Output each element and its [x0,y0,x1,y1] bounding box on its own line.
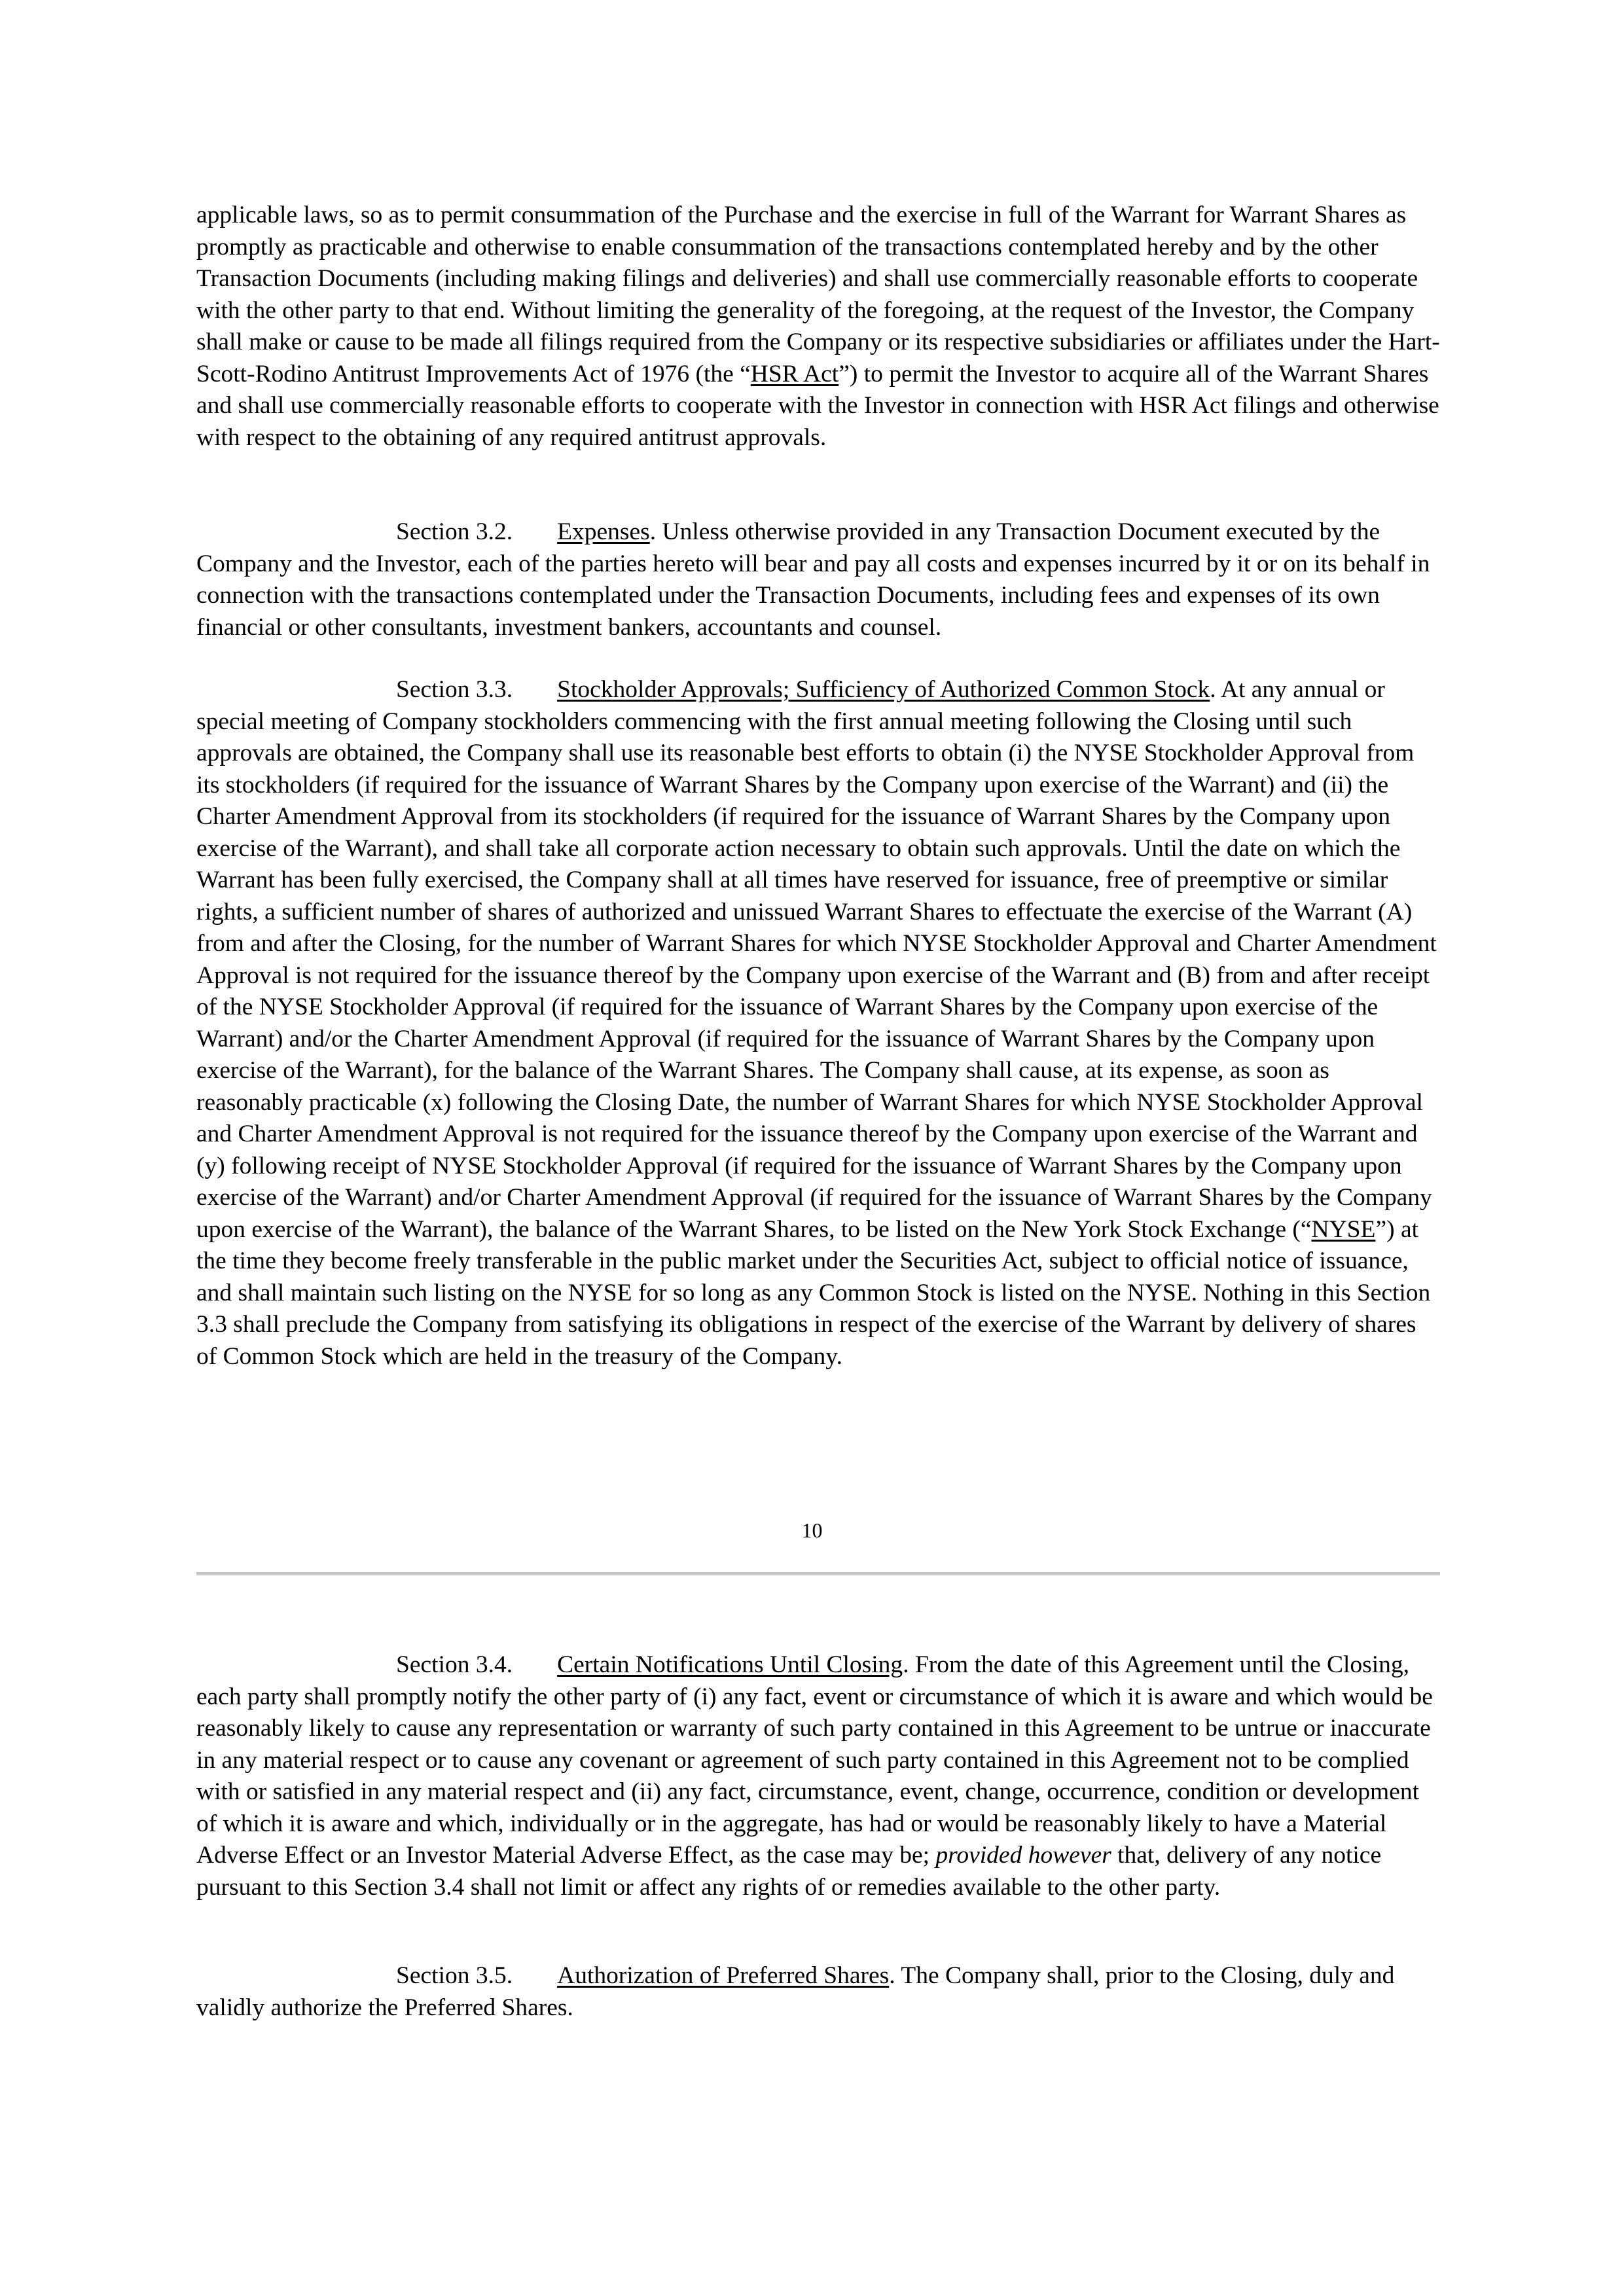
section-number: Section 3.4. [396,1651,513,1678]
section-heading: Authorization of Preferred Shares [557,1962,890,1989]
section-3-5 [196,1960,1440,2024]
section-body: . From the date of this Agreement until the Closing, each party shall promptly notify the other party of (i) any fact, event or circumstance of which it is aware and which would be reasonably likely to cause any representation or warranty of such party contained in this Agreement to be untrue or inaccurate in any material respect or to cause any covenant or agreement of such party contained in this Agreement not to be complied with or satisfied in any material respect and (ii) any fact, circumstance, event, change, occurrence, condition or development of which it is aware and which, individually or in the aggregate, has had or would be reasonably likely to have a Material Adverse Effect or an Investor Material Adverse Effect, as the case may be; [196,1651,1433,1869]
defined-term-nyse: NYSE [1311,1215,1376,1243]
section-heading: Certain Notifications Until Closing [557,1651,903,1678]
section-3-2 [196,516,1440,643]
section-number: Section 3.2. [396,518,513,545]
defined-term-hsr-act: HSR Act [750,360,839,387]
section-body: . Unless otherwise provided in any Transaction Document executed by the Company and the Investor, each of the parties hereto will bear and pay all costs and expenses incurred by it or on its behalf in connection with the transactions contemplated under the Transaction Documents, including fees and expenses of its own financial or other consultants, investment bankers, accountants and counsel. [196,518,1430,641]
section-heading: Stockholder Approvals; Sufficiency of Authorized Common Stock [557,676,1210,703]
continuation-paragraph: applicable laws, so as to permit consummation of the Purchase and the exercise in full of the Warrant for Warrant Shares as promptly as practicable and otherwise to enable consummation of the transactions contemplated hereby and by the other Transaction Documents (including making filings and deliveries) and shall use commercially reasonable efforts to cooperate with the other party to that end. Without limiting the generality of the foregoing, at the request of the Investor, the Company shall make or cause to be made all filings required from the Company or its respective subsidiaries or affiliates under the Hart-Scott-Rodino Antitrust Improvements Act of 1976 (the “HSR Act”) to permit the Investor to acquire all of the Warrant Shares and shall use commercially reasonable efforts to cooperate with the Investor in connection with HSR Act filings and otherwise with respect to the obtaining of any required antitrust approvals. [196,202,1440,451]
section-body: . The Company shall, prior to the Closing, duly and validly authorize the Preferred Shares. [196,1962,1395,2021]
section-number: Section 3.5. [396,1962,513,1989]
section-3-4: Section 3.4. Certain Notifications Until Closing. From the date of this Agreement until the Closing, each party shall promptly notify the other party of (i) any fact, event or circumstance of which it is aware and which would be reasonably likely to cause any representation or warranty of such party contained in this Agreement to be untrue or inaccurate in any material respect or to cause any covenant or agreement of such party contained in this Agreement not to be complied with or satisfied in any material respect and (ii) any fact, circumstance, event, change, occurrence, condition or development of which it is aware and which, individually or in the aggregate, has had or would be reasonably likely to have a Material Adverse Effect or an Investor Material Adverse Effect, as the case may be; provided however that, delivery of any notice pursuant to this Section 3.4 shall not limit or affect any rights of or remedies available to the other party. [196,1651,1433,1901]
page-one-body [196,200,1440,454]
page-number: 10 [801,1518,823,1542]
section-3-3: Section 3.3. Stockholder Approvals; Sufficiency of Authorized Common Stock. At any annual or special meeting of Company stockholders commencing with the first annual meeting following the Closing until such approvals are obtained, the Company shall use its reasonable best efforts to obtain (i) the NYSE Stockholder Approval from its stockholders (if required for the issuance of Warrant Shares by the Company upon exercise of the Warrant) and (ii) the Charter Amendment Approval from its stockholders (if required for the issuance of Warrant Shares by the Company upon exercise of the Warrant), and shall take all corporate action necessary to obtain such approvals. Until the date on which the Warrant has been fully exercised, the Company shall at all times have reserved for issuance, free of preemptive or similar rights, a sufficient number of shares of authorized and unissued Warrant Shares to effectuate the exercise of the Warrant (A) from and after the Closing, for the number of Warrant Shares for which NYSE Stockholder Approval and Charter Amendment Approval is not required for the issuance thereof by the Company upon exercise of the Warrant and (B) from and after receipt of the NYSE Stockholder Approval (if required for the issuance of Warrant Shares by the Company upon exercise of the Warrant) and/or the Charter Amendment Approval (if required for the issuance of Warrant Shares by the Company upon exercise of the Warrant), for the balance of the Warrant Shares. The Company shall cause, at its expense, as soon as reasonably practicable (x) following the Closing Date, the number of Warrant Shares for which NYSE Stockholder Approval and Charter Amendment Approval is not required for the issuance thereof by the Company upon exercise of the Warrant and (y) following receipt of NYSE Stockholder Approval (if required for the issuance of Warrant Shares by the Company upon exercise of the Warrant) and/or Charter Amendment Approval (if required for the issuance of Warrant Shares by the Company upon exercise of the Warrant), the balance of the Warrant Shares, to be listed on the New York Stock Exchange (“NYSE”) at the time they become freely transferable in the public market under the Securities Act, subject to official notice of issuance, and shall maintain such listing on the NYSE for so long as any Common Stock is listed on the NYSE. Nothing in this Section 3.3 shall preclude the Company from satisfying its obligations in respect of the exercise of the Warrant by delivery of shares of Common Stock which are held in the treasury of the Company. [196,676,1437,1370]
section-body: . At any annual or special meeting of Company stockholders commencing with the first annual meeting following the Closing until such approvals are obtained, the Company shall use its reasonable best efforts to obtain (i) the NYSE Stockholder Approval from its stockholders (if required for the issuance of Warrant Shares by the Company upon exercise of the Warrant) and (ii) the Charter Amendment Approval from its stockholders (if required for the issuance of Warrant Shares by the Company upon exercise of the Warrant), and shall take all corporate action necessary to obtain such approvals. Until the date on which the Warrant has been fully exercised, the Company shall at all times have reserved for issuance, free of preemptive or similar rights, a sufficient number of shares of authorized and unissued Warrant Shares to effectuate the exercise of the Warrant (A) from and after the Closing, for the number of Warrant Shares for which NYSE Stockholder Approval and Charter Amendment Approval is not required for the issuance thereof by the Company upon exercise of the Warrant and (B) from and after receipt of the NYSE Stockholder Approval (if required for the issuance of Warrant Shares by the Company upon exercise of the Warrant) and/or the Charter Amendment Approval (if required for the issuance of Warrant Shares by the Company upon exercise of the Warrant), for the balance of the Warrant Shares. The Company shall cause, at its expense, as soon as reasonably practicable (x) following the Closing Date, the number of Warrant Shares for which NYSE Stockholder Approval and Charter Amendment Approval is not required for the issuance thereof by the Company upon exercise of the Warrant and (y) following receipt of NYSE Stockholder Approval (if required for the issuance of Warrant Shares by the Company upon exercise of the Warrant) and/or Charter Amendment Approval (if required for the issuance of Warrant Shares by the Company upon exercise of the Warrant), the balance of the Warrant Shares, to be listed on the New York Stock Exchange (“ [196,676,1437,1243]
italic-proviso: provided however [935,1842,1111,1869]
section-heading: Expenses [557,518,650,545]
section-number: Section 3.3. [396,676,513,703]
page-divider [196,1572,1440,1575]
